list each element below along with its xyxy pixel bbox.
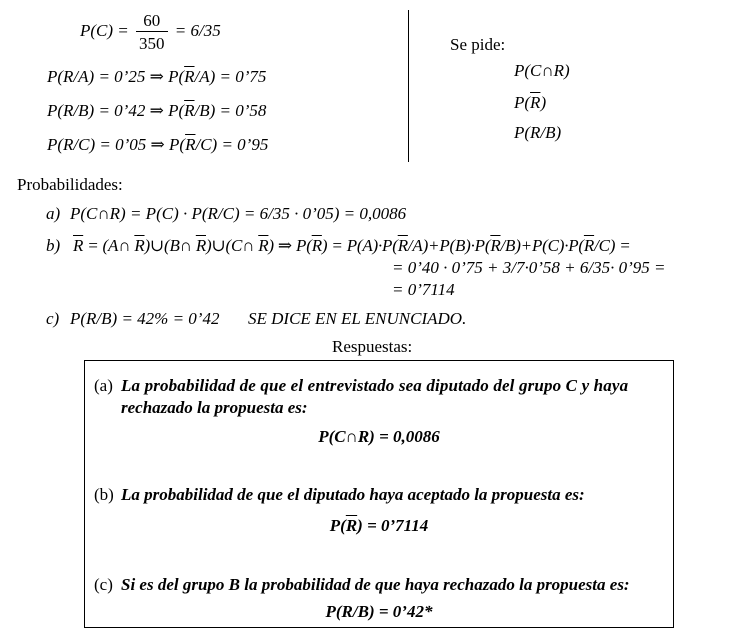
answer-b-text: La probabilidad de que el diputado haya aceptado la propuesta es: xyxy=(121,485,585,504)
prob-b-line1 xyxy=(73,237,631,254)
b-text-1: = (A∩ xyxy=(83,236,135,255)
answer-b-result-left: P( xyxy=(329,516,346,535)
b-rbar-3: $\overline{R}$ xyxy=(195,236,206,255)
line-r-a-rbar: $\overline{R}$ xyxy=(184,67,195,86)
b-rbar-7: $\overline{R}$ xyxy=(490,236,501,255)
line-r-c xyxy=(47,136,268,153)
prob-a-label: a) xyxy=(46,204,61,223)
b-text-2: )∪(B∩ xyxy=(144,236,196,255)
question-2-right: ) xyxy=(540,93,547,112)
prob-b-line2: = 0’40 · 0’75 + 3/7·0’58 + 6/35· 0’95 = xyxy=(392,258,666,277)
answer-c-label: (c) xyxy=(94,575,113,594)
b-rbar-6: $\overline{R}$ xyxy=(397,236,408,255)
b-rbar-1: $\overline{R}$ xyxy=(73,236,84,255)
line-r-a-left: P(R/A) = 0’25 ⇒ P( xyxy=(47,67,185,86)
vertical-divider xyxy=(408,10,409,162)
b-rbar-8: $\overline{R}$ xyxy=(583,236,595,255)
answer-b-label: (b) xyxy=(94,485,114,504)
b-rbar-4: $\overline{R}$ xyxy=(258,236,269,255)
line-r-b-right: /B) = 0’58 xyxy=(194,101,267,120)
pc-lhs: P(C) = xyxy=(80,20,129,40)
question-1: P(C∩R) xyxy=(514,61,570,80)
line-r-a-right: /A) = 0’75 xyxy=(194,67,267,86)
b-rbar-5: $\overline{R}$ xyxy=(311,236,322,255)
prob-b-label: b) xyxy=(46,236,61,255)
prob-c-note: SE DICE EN EL ENUNCIADO. xyxy=(248,309,467,328)
b-text-6: /A)+P(B)·P( xyxy=(407,236,491,255)
pc-fraction xyxy=(136,12,168,52)
question-3: P(R/B) xyxy=(514,123,562,142)
b-text-3: )∪(C∩ xyxy=(206,236,259,255)
pc-equation xyxy=(80,12,221,52)
answer-a-text-2: rechazado la propuesta es: xyxy=(121,398,308,417)
answer-a-label: (a) xyxy=(94,376,113,395)
b-text-4: ) ⇒ P( xyxy=(268,236,312,255)
line-r-c-right: /C) = 0’95 xyxy=(195,135,269,154)
b-text-7: /B)+P(C)·P( xyxy=(500,236,584,255)
b-text-8: /C) = xyxy=(594,236,631,255)
se-pide-label: Se pide: xyxy=(450,35,506,54)
answer-a-result: P(C∩R) = 0,0086 xyxy=(318,427,440,446)
respuestas-heading: Respuestas: xyxy=(332,337,413,356)
answer-b-result-rbar: $\overline{R}$ xyxy=(345,516,358,535)
prob-b-line3: = 0’7114 xyxy=(392,280,455,299)
line-r-b xyxy=(47,102,266,119)
answer-b-result xyxy=(84,517,674,534)
prob-c-text: P(R/B) = 42% = 0’42 xyxy=(70,309,220,328)
prob-c-label: c) xyxy=(46,309,60,328)
pc-rhs: = 6/35 xyxy=(174,20,221,40)
answer-c-text: Si es del grupo B la probabilidad de que haya rechazado la propuesta es: xyxy=(121,575,630,594)
line-r-a xyxy=(47,68,266,85)
question-2-rbar: $\overline{R}$ xyxy=(530,93,541,112)
pc-denominator: 350 xyxy=(139,34,165,53)
answer-b-result-right: ) = 0’7114 xyxy=(357,516,429,535)
line-r-c-rbar: $\overline{R}$ xyxy=(185,135,196,154)
prob-a-text: P(C∩R) = P(C) · P(R/C) = 6/35 · 0’05) = 0,0086 xyxy=(70,204,407,223)
probabilidades-heading: Probabilidades: xyxy=(17,175,123,194)
b-rbar-2: $\overline{R}$ xyxy=(134,236,145,255)
question-2-left: P( xyxy=(514,93,531,112)
pc-numerator: 60 xyxy=(136,12,168,32)
answer-a-text-1: La probabilidad de que el entrevistado sea diputado del grupo C y haya xyxy=(121,376,629,395)
line-r-c-left: P(R/C) = 0’05 ⇒ P( xyxy=(47,135,186,154)
b-text-5: ) = P(A)·P( xyxy=(321,236,398,255)
question-2 xyxy=(514,94,546,111)
line-r-b-rbar: $\overline{R}$ xyxy=(184,101,195,120)
line-r-b-left: P(R/B) = 0’42 ⇒ P( xyxy=(47,101,185,120)
answer-c-result: P(R/B) = 0’42* xyxy=(325,602,433,621)
